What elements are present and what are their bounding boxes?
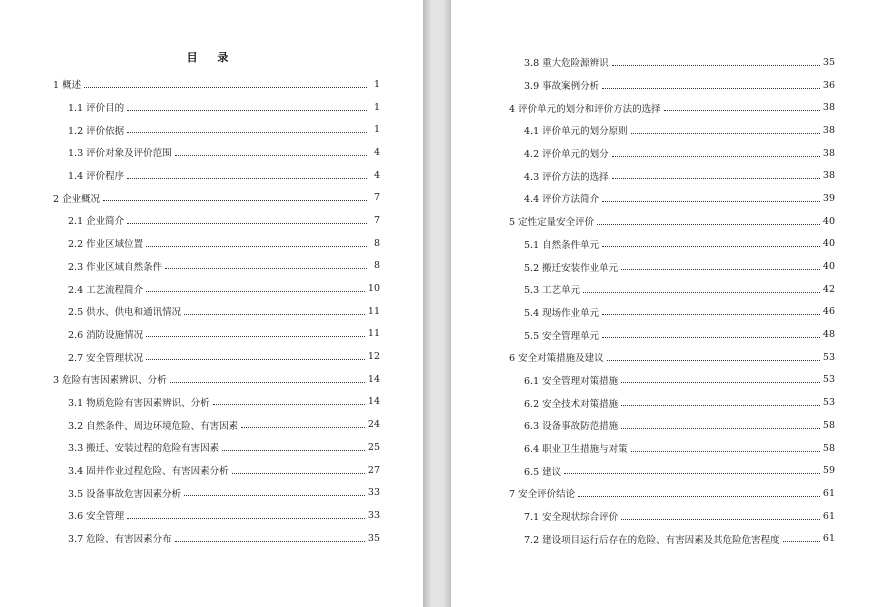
toc-entry[interactable] [0,277,423,300]
toc-entry[interactable] [451,505,887,528]
toc-entry-label: 5.2 搬迁安装作业单元 [524,262,619,274]
dot-leader [597,224,820,225]
dot-leader [602,88,820,89]
toc-entry-page-number: 12 [367,351,380,363]
dot-leader [783,541,820,542]
toc-entry-label: 4.3 评价方法的选择 [524,171,609,183]
toc-entry-label: 3.2 自然条件、周边环境危险、有害因素 [68,420,239,432]
toc-entry-page-number: 7 [373,214,380,226]
dot-leader [621,428,820,429]
toc-entry[interactable] [451,210,887,233]
toc-entry-page-number: 38 [822,124,835,136]
toc-entry-page-number: 42 [822,283,835,295]
toc-entry-page-number: 48 [822,329,835,341]
toc-entry-page-number: 53 [822,351,835,363]
dot-leader [127,178,367,179]
toc-entry-page-number: 10 [367,283,380,295]
dot-leader [146,291,365,292]
toc-entry[interactable] [0,345,423,368]
toc-entry[interactable] [0,323,423,346]
toc-entry-page-number: 59 [822,465,835,477]
dot-leader [612,178,820,179]
toc-entry-page-number: 4 [373,169,380,181]
dot-leader [621,405,820,406]
toc-entry[interactable] [0,186,423,209]
toc-entry[interactable] [0,255,423,278]
page-shadow-right [443,0,451,607]
toc-entry-label: 7.2 建设项目运行后存在的危险、有害因素及其危险危害程度 [524,534,780,546]
toc-entry-label: 5.1 自然条件单元 [524,239,600,251]
toc-entry-page-number: 8 [373,260,380,272]
toc-entry-page-number: 61 [822,510,835,522]
toc-entry-page-number: 35 [822,56,835,68]
toc-entry[interactable] [0,73,423,96]
toc-list-right [451,51,887,550]
toc-entry[interactable] [451,323,887,346]
toc-entry-page-number: 24 [367,419,380,431]
toc-entry-page-number: 40 [822,215,835,227]
toc-entry-page-number: 38 [822,102,835,114]
dot-leader [631,133,820,134]
toc-entry[interactable] [0,459,423,482]
toc-entry-page-number: 11 [367,305,380,317]
toc-entry-label: 6 安全对策措施及建议 [509,353,604,365]
toc-entry-label: 2.2 作业区域位置 [68,239,144,251]
toc-entry[interactable] [451,437,887,460]
toc-entry[interactable] [451,391,887,414]
toc-entry-label: 3 危险有害因素辨识、分析 [53,375,167,387]
dot-leader [103,200,367,201]
dot-leader [184,314,365,315]
toc-entry-label: 1.4 评价程序 [68,171,125,183]
toc-entry[interactable] [451,164,887,187]
toc-entry-page-number: 14 [367,396,380,408]
toc-entry-page-number: 38 [822,170,835,182]
dot-leader [184,495,365,496]
dot-leader [146,359,365,360]
toc-entry-page-number: 38 [822,147,835,159]
toc-entry-label: 3.5 设备事故危害因素分析 [68,488,182,500]
dot-leader [607,360,820,361]
toc-entry[interactable] [451,369,887,392]
dot-leader [602,337,820,338]
dot-leader [631,451,820,452]
right-page [451,0,887,607]
toc-entry-label: 4.2 评价单元的划分 [524,149,609,161]
toc-entry[interactable] [0,300,423,323]
toc-entry-label: 2.5 供水、供电和通讯情况 [68,307,182,319]
dot-leader [127,110,367,111]
toc-entry-label: 7 安全评价结论 [509,489,576,501]
dot-leader [602,314,820,315]
toc-entry-label: 2.7 安全管理状况 [68,352,144,364]
toc-entry-page-number: 27 [367,464,380,476]
toc-entry-page-number: 8 [373,237,380,249]
toc-list-left [0,73,423,549]
toc-entry-page-number: 61 [822,533,835,545]
toc-entry[interactable] [0,232,423,255]
toc-entry-page-number: 1 [373,124,380,136]
toc-entry[interactable] [451,233,887,256]
toc-entry[interactable] [451,142,887,165]
toc-entry[interactable] [0,391,423,414]
toc-entry[interactable] [451,119,887,142]
toc-entry-label: 3.4 固井作业过程危险、有害因素分析 [68,466,229,478]
dot-leader [213,404,365,405]
toc-entry-page-number: 33 [367,509,380,521]
toc-entry-page-number: 61 [822,487,835,499]
toc-entry-page-number: 35 [367,532,380,544]
toc-entry-label: 2.6 消防设施情况 [68,329,144,341]
toc-entry-page-number: 36 [822,79,835,91]
toc-entry-label: 6.5 建议 [524,466,562,478]
toc-entry-label: 4.4 评价方法简介 [524,194,600,206]
toc-entry-label: 2.4 工艺流程简介 [68,284,144,296]
toc-entry[interactable] [0,164,423,187]
toc-entry[interactable] [0,413,423,436]
toc-entry-label: 7.1 安全现状综合评价 [524,512,619,524]
dot-leader [146,246,367,247]
toc-entry-page-number: 40 [822,261,835,273]
dot-leader [664,110,820,111]
toc-entry-label: 3.7 危险、有害因素分布 [68,534,172,546]
toc-entry-label: 3.1 物质危险有害因素辨识、分析 [68,397,210,409]
dot-leader [175,541,365,542]
toc-entry-label: 1.1 评价目的 [68,103,125,115]
dot-leader [165,268,367,269]
toc-entry[interactable] [0,504,423,527]
dot-leader [612,65,820,66]
dot-leader [175,155,367,156]
toc-entry-label: 1.2 评价依据 [68,125,125,137]
toc-entry-page-number: 58 [822,442,835,454]
dot-leader [602,201,820,202]
toc-entry[interactable] [0,118,423,141]
toc-entry[interactable] [451,482,887,505]
dot-leader [127,223,367,224]
dot-leader [241,427,365,428]
toc-entry-label: 3.3 搬迁、安装过程的危险有害因素 [68,443,220,455]
dot-leader [583,292,820,293]
dot-leader [170,382,365,383]
toc-entry-page-number: 25 [367,441,380,453]
toc-entry[interactable] [451,527,887,550]
toc-entry[interactable] [451,255,887,278]
toc-entry-label: 6.1 安全管理对策措施 [524,375,619,387]
toc-entry-page-number: 58 [822,419,835,431]
toc-entry-label: 1 概述 [53,80,82,92]
toc-title: 目 录 [186,51,237,64]
dot-leader [621,269,820,270]
left-page [0,0,423,607]
toc-entry-label: 2 企业概况 [53,193,101,205]
toc-entry-page-number: 1 [373,101,380,113]
toc-entry-page-number: 39 [822,192,835,204]
dot-leader [578,496,820,497]
toc-entry-label: 3.8 重大危险源辨识 [524,58,609,70]
toc-entry-page-number: 1 [373,78,380,90]
toc-entry-page-number: 40 [822,238,835,250]
dot-leader [222,450,365,451]
toc-entry-page-number: 46 [822,306,835,318]
toc-entry-page-number: 4 [373,146,380,158]
toc-entry[interactable] [0,209,423,232]
page-shadow-left [423,0,431,607]
dot-leader [621,382,820,383]
dot-leader [146,336,365,337]
toc-entry[interactable] [451,51,887,74]
toc-entry[interactable] [451,459,887,482]
toc-entry[interactable] [0,141,423,164]
toc-entry-page-number: 53 [822,374,835,386]
toc-entry-page-number: 7 [373,192,380,204]
toc-entry[interactable] [451,74,887,97]
toc-entry[interactable] [451,187,887,210]
toc-entry-label: 2.3 作业区域自然条件 [68,261,163,273]
toc-entry-label: 5.5 安全管理单元 [524,330,600,342]
toc-entry-label: 6.2 安全技术对策措施 [524,398,619,410]
toc-entry[interactable] [451,278,887,301]
toc-entry-label: 1.3 评价对象及评价范围 [68,148,172,160]
toc-entry-label: 6.4 职业卫生措施与对策 [524,444,628,456]
toc-entry-label: 3.9 事故案例分析 [524,81,600,93]
toc-entry-page-number: 14 [367,373,380,385]
toc-entry-label: 4 评价单元的划分和评价方法的选择 [509,103,661,115]
toc-entry-label: 5.4 现场作业单元 [524,307,600,319]
toc-entry[interactable] [0,436,423,459]
dot-leader [612,156,820,157]
toc-entry[interactable] [451,96,887,119]
toc-entry-label: 5.3 工艺单元 [524,285,581,297]
dot-leader [621,519,820,520]
dot-leader [84,87,367,88]
toc-entry[interactable] [451,301,887,324]
dot-leader [127,132,367,133]
dot-leader [127,518,365,519]
toc-entry-page-number: 11 [367,328,380,340]
toc-entry-label: 3.6 安全管理 [68,511,125,523]
toc-entry[interactable] [451,346,887,369]
toc-entry-page-number: 53 [822,397,835,409]
dot-leader [602,246,820,247]
toc-entry-label: 4.1 评价单元的划分原则 [524,126,628,138]
toc-entry-label: 5 定性定量安全评价 [509,217,595,229]
toc-entry[interactable] [0,96,423,119]
toc-entry-label: 2.1 企业简介 [68,216,125,228]
toc-entry[interactable] [451,414,887,437]
toc-entry[interactable] [0,481,423,504]
dot-leader [564,473,820,474]
dot-leader [232,473,365,474]
toc-entry-page-number: 33 [367,487,380,499]
toc-entry[interactable] [0,527,423,550]
toc-entry[interactable] [0,368,423,391]
toc-entry-label: 6.3 设备事故防范措施 [524,421,619,433]
